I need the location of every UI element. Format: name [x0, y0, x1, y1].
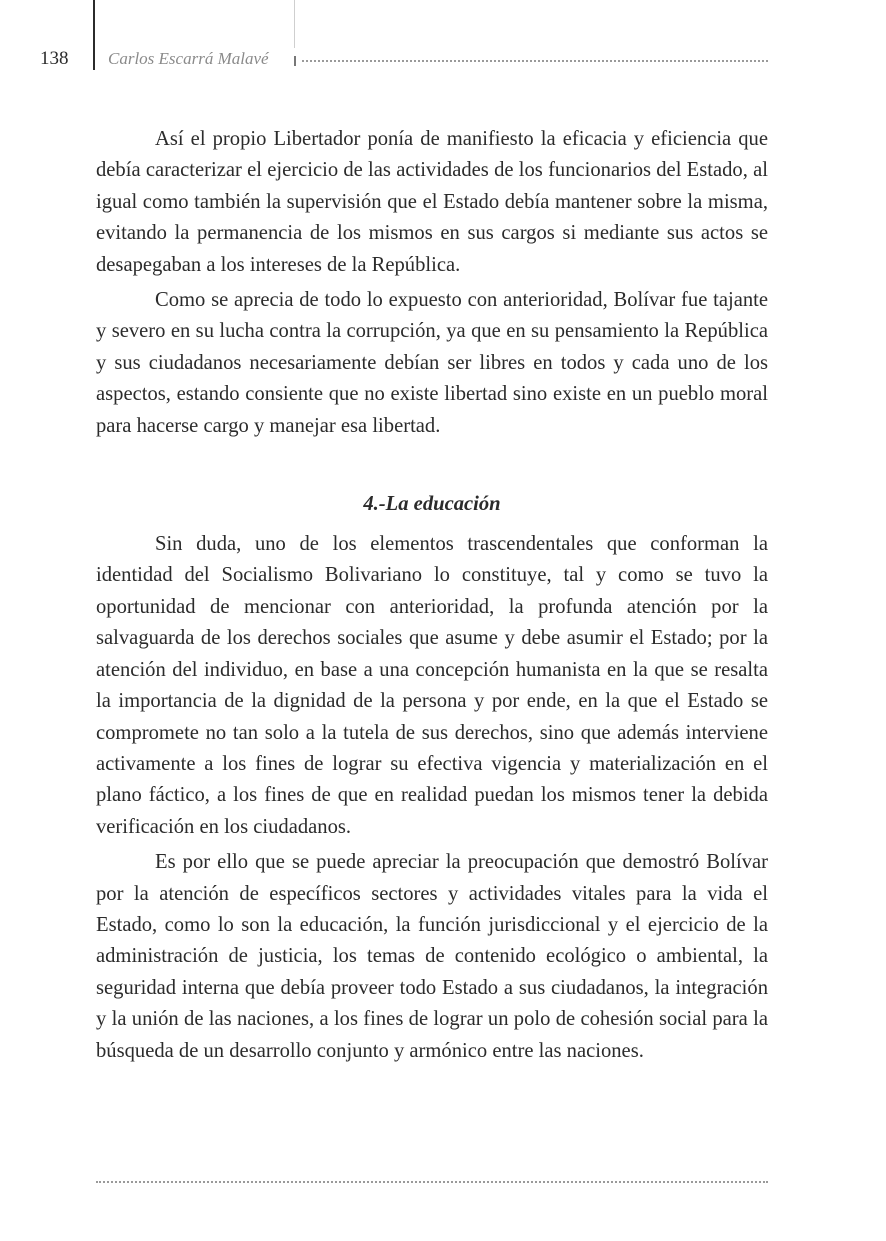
body-paragraph: Así el propio Libertador ponía de manifiesto la eficacia y eficiencia que debía caracterizar el ejercicio de las actividades de los funcionarios del Estado, al igual como también la supervisión que el Estado debía mantener sobre la misma, evitando la permanencia de los mismos en sus cargos si mediante sus actos se desapegaban a los intereses de la República. [96, 128, 768, 276]
footer-dotted-rule [96, 1181, 768, 1183]
header-tick-mark [294, 56, 296, 66]
section-heading: 4.-La educación [363, 493, 501, 516]
body-paragraph: Sin duda, uno de los elementos trascendentales que conforman la identidad del Socialismo Bolivariano lo constituye, tal y como se tuvo la oportunidad de mencionar con anterioridad, la profunda atención por la salvaguarda de los derechos sociales que asume y debe asumir el Estado; por la atención del individuo, en base a una concepción humanista en la que se resalta la importancia de la dignidad de la persona y por ende, en la que el Estado se compromete no tan solo a la tutela de sus derechos, sino que además interviene activamente a los fines de lograr su efectiva vigencia y materialización en el plano fáctico, a los fines de que en realidad puedan los mismos tener la debida verificación en los ciudadanos. [96, 533, 768, 838]
header-dotted-rule [302, 60, 768, 62]
body-paragraph: Como se aprecia de todo lo expuesto con anterioridad, Bolívar fue tajante y severo en su lucha contra la corrupción, ya que en su pensamiento la República y sus ciudadanos necesariamente debían ser libres en todos y cada uno de los aspectos, estando consiente que no existe libertad sino existe en un pueblo moral para hacerse cargo y manejar esa libertad. [96, 289, 768, 437]
header-vertical-rule [93, 0, 95, 70]
header-vertical-rule-light [294, 0, 295, 48]
body-paragraph: Es por ello que se puede apreciar la preocupación que demostró Bolívar por la atención de específicos sectores y actividades vitales para la vida el Estado, como lo son la educación, la función jurisdiccional y el ejercicio de la administración de justicia, los temas de contenido ecológico o ambiental, la seguridad interna que debía proveer todo Estado a sus ciudadanos, la integración y la unión de las naciones, a los fines de lograr un polo de cohesión social para la búsqueda de un desarrollo conjunto y armónico entre las naciones. [96, 851, 768, 1062]
page-number: 138 [40, 48, 69, 69]
running-header-author: Carlos Escarrá Malavé [108, 49, 269, 68]
page-body [96, 124, 768, 1067]
